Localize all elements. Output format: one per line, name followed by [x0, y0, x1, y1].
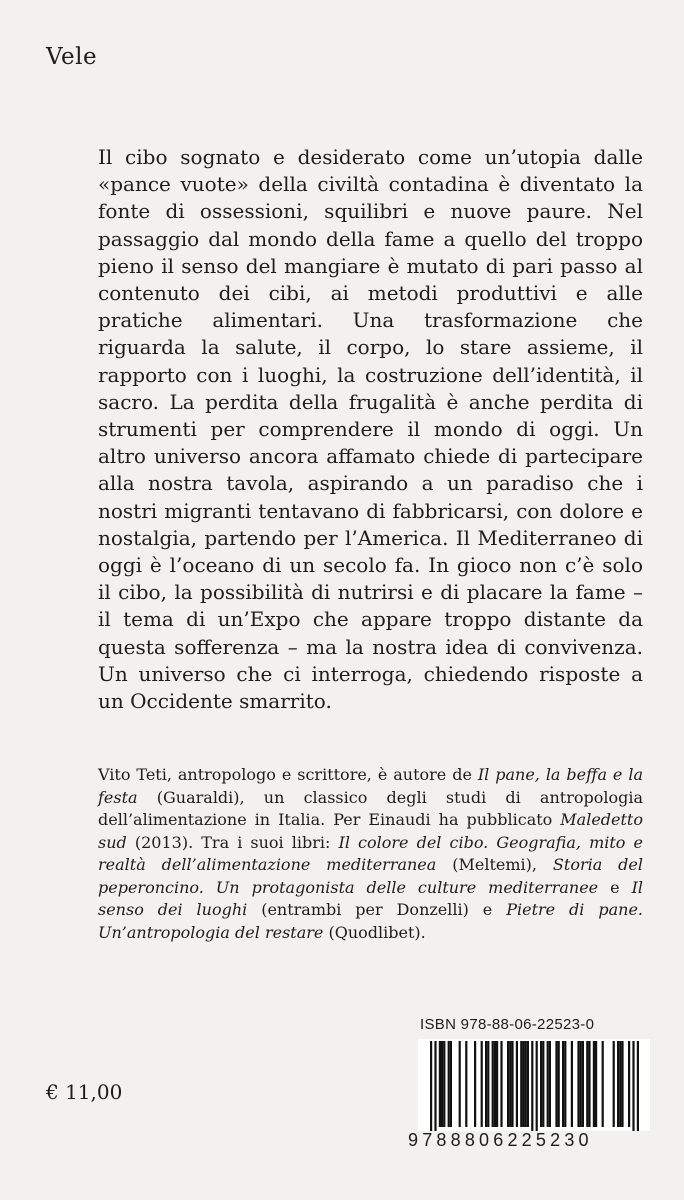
barcode-bar: [571, 1041, 573, 1127]
barcode-bar: [507, 1041, 509, 1127]
bio-title: Il senso dei luoghi: [98, 877, 644, 919]
barcode-bar: [443, 1041, 445, 1127]
bio-text: (2013). Tra i suoi libri:: [126, 832, 339, 852]
barcode-icon: [418, 1039, 650, 1131]
bio-text: (Guaraldi), un classico degli studi di antropologia dell’alimentazione in Italia. Per Einaudi ha pubblicato: [98, 787, 643, 829]
barcode-bar: [619, 1041, 621, 1127]
barcode-bar: [613, 1041, 615, 1127]
barcode-bar: [459, 1041, 461, 1127]
barcode-bar: [516, 1041, 518, 1127]
barcode-bar: [525, 1041, 527, 1127]
barcode-bar: [522, 1041, 524, 1127]
barcode-bar: [540, 1041, 542, 1127]
barcode-bar: [465, 1041, 467, 1127]
barcode: [418, 1039, 650, 1131]
barcode-bar: [527, 1041, 529, 1127]
barcode-bar: [621, 1041, 623, 1127]
barcode-bar: [586, 1041, 588, 1127]
barcode-bar: [481, 1041, 483, 1127]
barcode-bar: [564, 1041, 566, 1127]
barcode-bar: [434, 1041, 436, 1131]
barcode-bar: [549, 1041, 551, 1127]
barcode-bar: [628, 1041, 630, 1127]
bio-text: (Meltemi),: [436, 855, 553, 874]
author-bio: [98, 764, 643, 944]
barcode-bar: [617, 1041, 619, 1127]
barcode-bar: [562, 1041, 564, 1127]
barcode-bar: [547, 1041, 549, 1127]
barcode-bar: [577, 1041, 579, 1127]
barcode-bar: [441, 1041, 443, 1127]
bio-title: Il pane, la beffa e la festa: [98, 765, 644, 807]
barcode-bar: [632, 1041, 634, 1131]
barcode-bar: [492, 1041, 494, 1127]
barcode-bar: [448, 1041, 450, 1127]
barcode-bar: [595, 1041, 597, 1127]
barcode-bar: [474, 1041, 476, 1127]
barcode-bar: [593, 1041, 595, 1127]
barcode-bar: [487, 1041, 489, 1127]
barcode-bar: [588, 1041, 590, 1127]
barcode-bar: [602, 1041, 604, 1127]
barcode-bar: [500, 1041, 502, 1127]
bio-text: Vito Teti, antropologo e scrittore, è autore de: [98, 765, 478, 784]
series-name: Vele: [46, 44, 98, 70]
bio-text: (entrambi per Donzelli) e: [247, 900, 507, 919]
bio-title: Pietre di pane. Un’antropologia del restare: [98, 900, 643, 942]
barcode-bar: [450, 1041, 452, 1127]
barcode-bar: [531, 1041, 533, 1131]
blurb-text: Il cibo sognato e desiderato come un’utopia dalle «pance vuote» della civiltà contadina è diventato la fonte di ossessioni, squilibri e nuove paure. Nel passaggio dal mondo della fame a quello del troppo pieno il senso del mangiare è mutato di pari passo al contenuto dei cibi, ai metodi produttivi e alle pratiche alimentari. Una trasformazione che riguarda la salute, il corpo, lo stare assieme, il rapporto con i luoghi, la costruzione dell’identità, il sacro. La perdita della frugalità è anche perdita di strumenti per comprendere il mondo di oggi. Un altro universo ancora affamato chiede di partecipare alla nostra tavola, aspirando a un paradiso che i nostri migranti tentavano di fabbricarsi, con dolore e nostalgia, partendo per l’America. Il Mediterraneo di oggi è l’oceano di un secolo fa. In gioco non c’è solo il cibo, la possibilità di nutrirsi e di placare la fame – il tema di un’Expo che appare troppo distante da questa sofferenza – ma la nostra idea di convivenza. Un universo che ci interroga, chiedendo risposte a un Occidente smarrito.: [98, 145, 643, 714]
barcode-bar: [430, 1041, 432, 1131]
price: € 11,00: [46, 1080, 123, 1104]
isbn-label: ISBN 978-88-06-22523-0: [420, 1016, 595, 1033]
barcode-bar: [558, 1041, 560, 1127]
bio-title: Maledetto sud: [98, 810, 643, 852]
barcode-bar: [582, 1041, 584, 1127]
barcode-bar: [511, 1041, 513, 1127]
barcode-bar: [439, 1041, 441, 1127]
bio-text: e: [598, 877, 632, 897]
barcode-bar: [494, 1041, 496, 1127]
barcode-bar: [542, 1041, 544, 1127]
barcode-bar: [536, 1041, 538, 1131]
barcode-bar: [485, 1041, 487, 1127]
barcode-bar: [496, 1041, 498, 1127]
bio-title: Storia del peperoncino. Un protagonista delle culture mediterranee: [98, 855, 644, 897]
bio-text: (Quodlibet).: [323, 922, 426, 942]
bio-title: Il colore del cibo. Geografia, mito e realtà dell’alimentazione mediterranea: [98, 832, 643, 874]
barcode-bar: [520, 1041, 522, 1127]
barcode-bar: [637, 1041, 639, 1131]
barcode-bar: [509, 1041, 511, 1127]
barcode-bar: [555, 1041, 557, 1127]
barcode-digits: 9788806225230: [408, 1130, 593, 1150]
barcode-bar: [580, 1041, 582, 1127]
